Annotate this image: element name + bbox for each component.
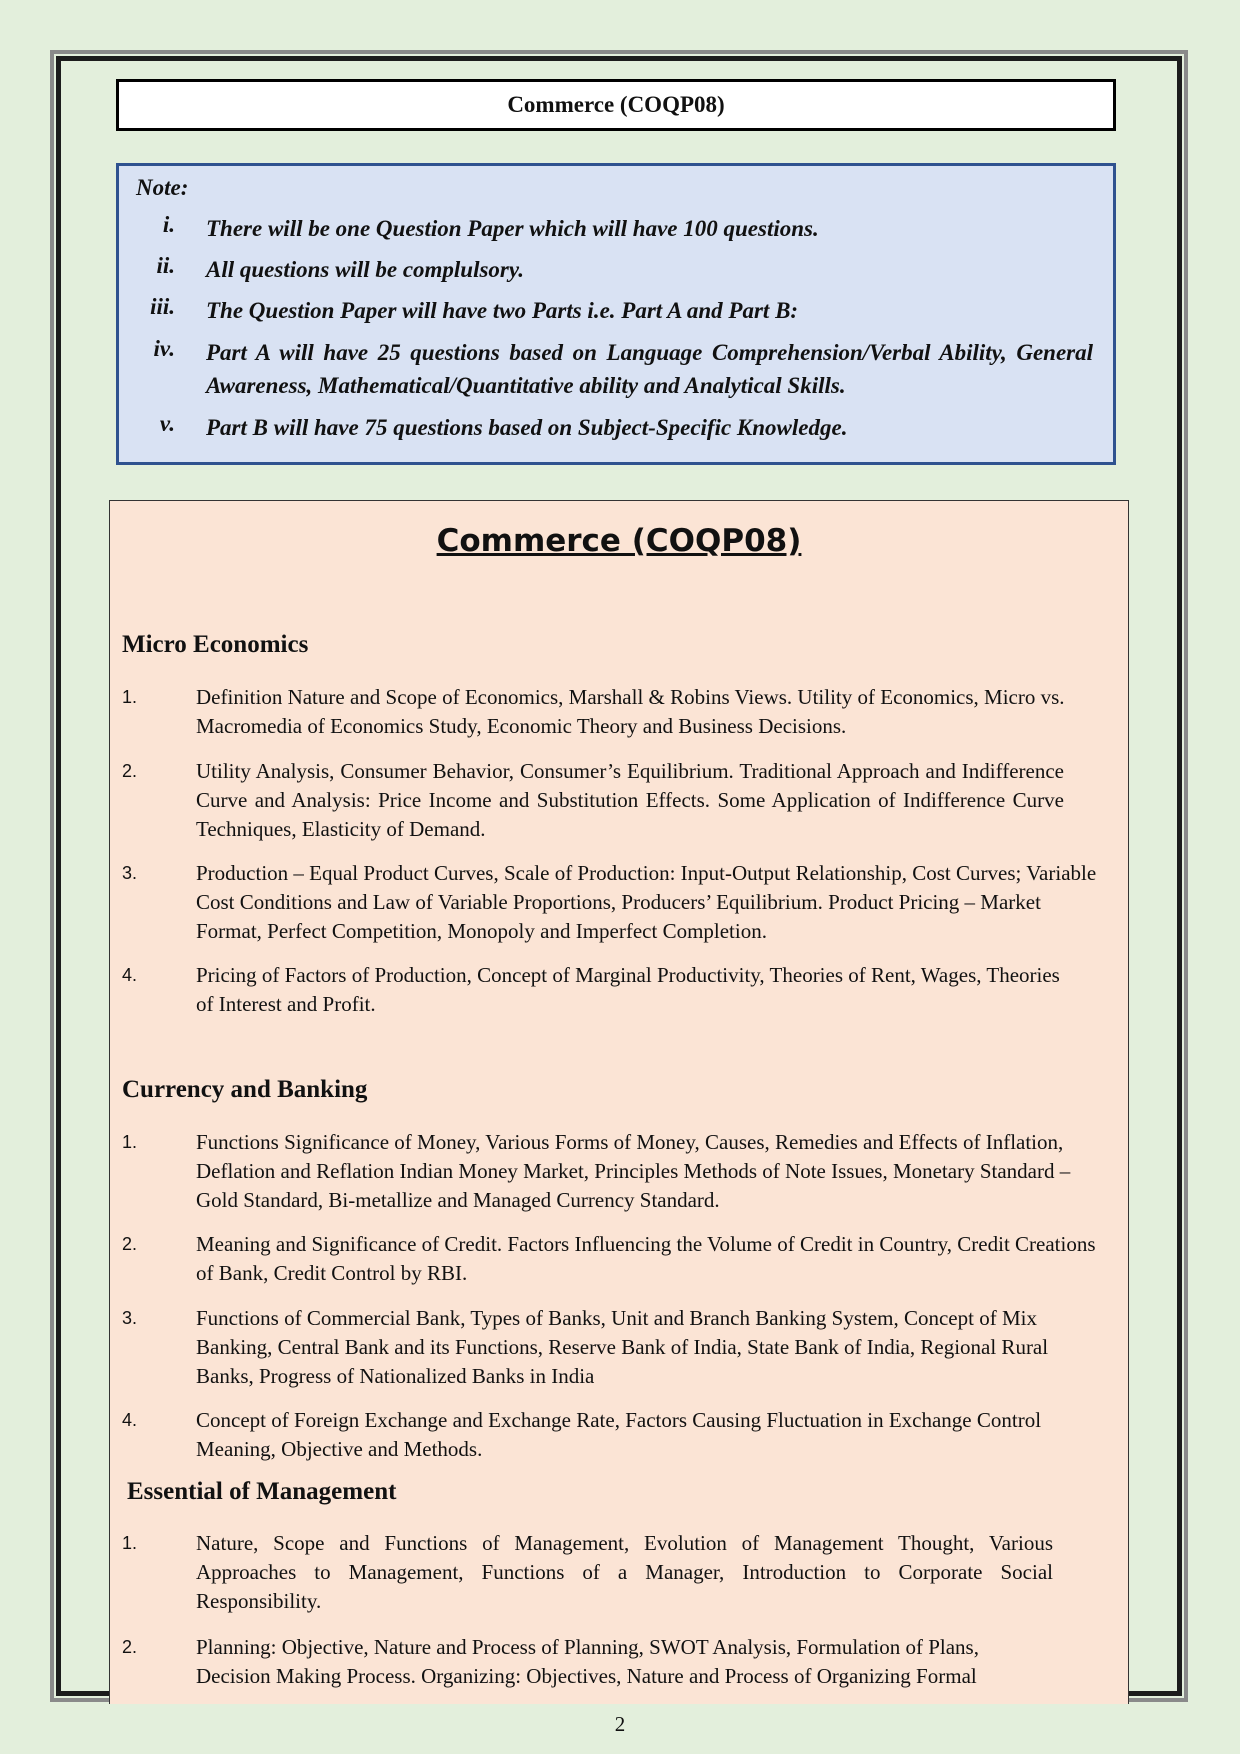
list-item-number: 2. <box>122 1637 138 1657</box>
section-heading: Currency and Banking <box>122 1076 368 1103</box>
page-title: Commerce (COQP08) <box>507 92 725 117</box>
note-item-number: v. <box>159 411 175 436</box>
page-title-box <box>116 79 1116 131</box>
list-item-text: Utility Analysis, Consumer Behavior, Consumer’s Equilibrium. Traditional Approach and Indifference Curve and Analysis: Price Income and Substitution Effects. Some Application of Indifference Curve Techniques, Elasticity of Demand. <box>196 759 1064 841</box>
list-item-number: 1. <box>122 1533 138 1553</box>
note-item-number: i. <box>162 212 175 237</box>
list-item-number: 4. <box>122 965 138 985</box>
page-number: 2 <box>614 1712 626 1736</box>
list-item-text: Pricing of Factors of Production, Concept of Marginal Productivity, Theories of Rent, Wages, Theories of Interest and Profit. <box>196 963 1060 1016</box>
list-item-number: 2. <box>122 1234 138 1254</box>
note-item-text: Part B will have 75 questions based on Subject-Specific Knowledge. <box>206 415 848 440</box>
note-title: Note: <box>136 175 189 200</box>
list-item-text: Meaning and Significance of Credit. Factors Influencing the Volume of Credit in Country, Credit Creations of Bank, Credit Control by RBI. <box>196 1232 1096 1285</box>
section-heading: Micro Economics <box>122 631 309 658</box>
syllabus-panel <box>109 500 1129 1704</box>
note-item-text: All questions will be complulsory. <box>206 257 524 282</box>
note-item-number: iv. <box>153 336 175 361</box>
section-heading: Essential of Management <box>127 1478 397 1505</box>
list-item-text: Nature, Scope and Functions of Management, Evolution of Management Thought, Various Approaches to Management, Functions of a Manager, Introduction to Corporate Social Responsibility. <box>196 1531 1053 1613</box>
list-item-number: 1. <box>122 1132 138 1152</box>
note-box <box>116 163 1116 465</box>
list-item-text: Functions of Commercial Bank, Types of Banks, Unit and Branch Banking System, Concept of Mix Banking, Central Bank and its Functions, Reserve Bank of India, State Bank of India, Regional Rural Banks, Progress of Nationalized Banks in India <box>196 1306 1049 1388</box>
list-item-number: 3. <box>122 1308 138 1328</box>
list-item-number: 3. <box>122 863 138 883</box>
list-item-number: 4. <box>122 1410 138 1430</box>
list-item-text: Definition Nature and Scope of Economics, Marshall & Robins Views. Utility of Economics, Micro vs. Macromedia of Economics Study, Economic Theory and Business Decisions. <box>196 685 1065 738</box>
note-item-text: Part A will have 25 questions based on Language Comprehension/Verbal Ability, General Awareness, Mathematical/Quantitative ability and Analytical Skills. <box>206 340 1093 398</box>
list-item-text: Functions Significance of Money, Various Forms of Money, Causes, Remedies and Effects of Inflation, Deflation and Reflation Indian Money Market, Principles Methods of Note Issues, Monetary Standard – Gold Standard, Bi-metallize and Managed Currency Standard. <box>196 1130 1071 1212</box>
note-item-number: ii. <box>156 253 175 278</box>
list-item-number: 2. <box>122 761 138 781</box>
list-item-number: 1. <box>122 687 138 707</box>
list-item-text: Production – Equal Product Curves, Scale of Production: Input-Output Relationship, Cost Curves; Variable Cost Conditions and Law of Variable Proportions, Producers’ Equilibrium. Product Pricing – Market Format, Perfect Competition, Monopoly and Imperfect Completion. <box>196 861 1097 943</box>
syllabus-title: Commerce (COQP08) <box>436 523 802 559</box>
list-item-text: Planning: Objective, Nature and Process of Planning, SWOT Analysis, Formulation of Plans, Decision Making Process. Organizing: Objectives, Nature and Process of Organizing Formal <box>196 1635 979 1688</box>
note-item-text: The Question Paper will have two Parts i.e. Part A and Part B: <box>206 298 799 323</box>
note-item-number: iii. <box>150 294 175 319</box>
list-item-text: Concept of Foreign Exchange and Exchange Rate, Factors Causing Fluctuation in Exchange Control Meaning, Objective and Methods. <box>196 1408 1042 1461</box>
note-item-text: There will be one Question Paper which will have 100 questions. <box>206 216 819 241</box>
